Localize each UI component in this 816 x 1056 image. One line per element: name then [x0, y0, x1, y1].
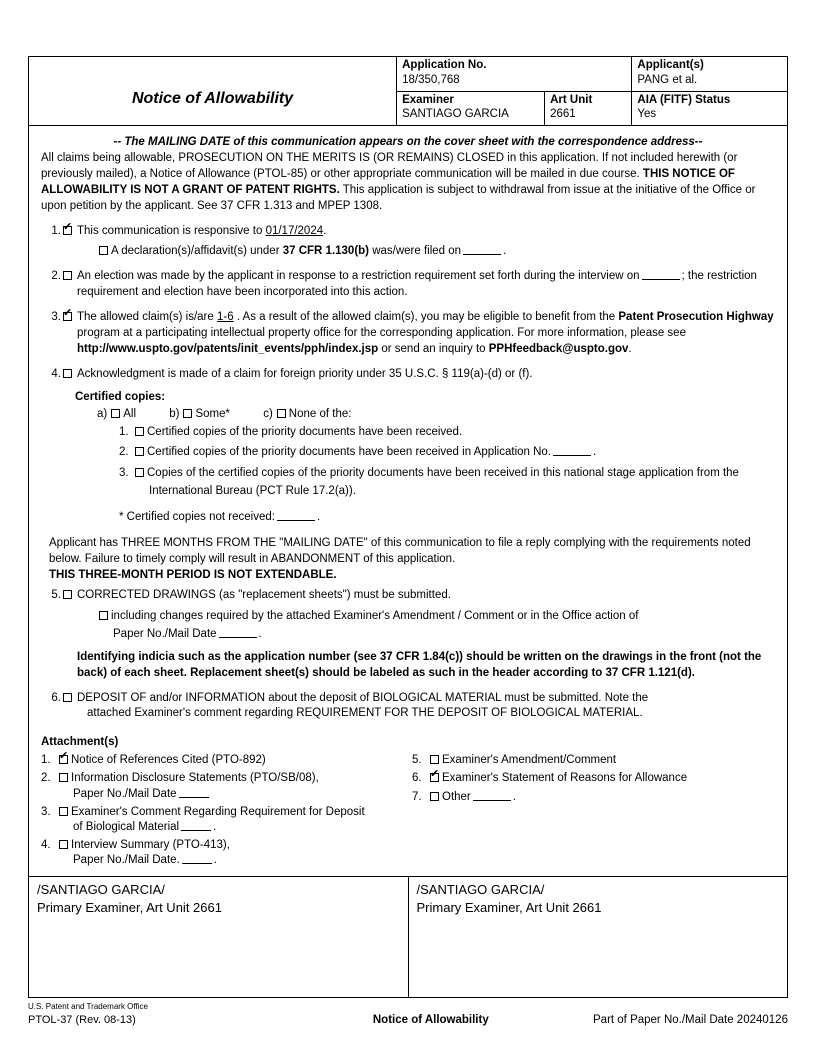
attachment-label: Interview Summary (PTO-413),: [71, 839, 230, 852]
intro-part2: This application is subject to withdrawal from issue at the initiative of the Office or upon petition by the applicant. See 37 CFR 1.313 and MPEP 1308.: [41, 183, 756, 212]
attachment-blank[interactable]: [182, 853, 212, 864]
page-footer: [28, 1002, 788, 1026]
item-1-sub-after: was/were filed on: [369, 245, 462, 258]
item-1-sub: A declaration(s)/affidavit(s) under 37 CFR 1.130(b) was/were filed on .: [99, 244, 775, 260]
item-6-line1: DEPOSIT OF and/or INFORMATION about the deposit of BIOLOGICAL MATERIAL must be submitted. Note the: [77, 691, 649, 704]
art-unit-value: 2661: [550, 108, 576, 121]
three-month-line2: THIS THREE-MONTH PERIOD IS NOT EXTENDABLE.: [49, 569, 337, 582]
footer-title: Notice of Allowability: [372, 1014, 489, 1027]
responsive-date: 01/17/2024: [265, 224, 324, 237]
item-3: [41, 310, 775, 358]
item-3-text-end: .: [628, 342, 632, 355]
attachment-item: 4. Interview Summary (PTO-413), Paper No./Mail Date. .: [41, 838, 404, 868]
certified-copies-label: Certified copies:: [75, 390, 166, 403]
item-1: [41, 224, 775, 261]
item-1-sub-before: A declaration(s)/affidavit(s) under: [111, 245, 283, 258]
item-5-sub-text: including changes required by the attached Examiner's Amendment / Comment or in the Office action of: [111, 610, 639, 623]
attachment-item: [41, 753, 404, 768]
attachment-label: Information Disclosure Statements (PTO/SB/08),: [71, 772, 319, 785]
examiner-cell: [397, 91, 545, 126]
item-3-text-mid3: or send an inquiry to: [378, 342, 489, 355]
attachment-checkbox[interactable]: [59, 840, 68, 849]
attachment-label: Notice of References Cited (PTO-892): [71, 754, 266, 767]
item-3-text-mid: . As a result of the allowed claim(s), you may be eligible to benefit from the: [233, 311, 619, 324]
item-6-text: [77, 691, 775, 723]
item-4-checkbox[interactable]: [63, 369, 72, 378]
attachment-checkbox[interactable]: [59, 755, 68, 764]
cert-sub-1-number: 1.: [119, 425, 129, 438]
option-c-prefix: c): [263, 407, 273, 420]
signature-left-title: Primary Examiner, Art Unit 2661: [37, 899, 222, 915]
intro-bold: THIS NOTICE OF ALLOWABILITY IS NOT A GRANT OF PATENT RIGHTS.: [41, 168, 735, 196]
examiner-label: Examiner: [402, 93, 454, 106]
attachment-sub-label: of Biological Material: [73, 820, 180, 833]
intro-paragraph: [41, 151, 775, 214]
cert-footnote: [119, 510, 775, 523]
item-2-text: [77, 269, 775, 301]
attachment-item: 3. Examiner's Comment Regarding Requirement for Deposit of Biological Material .: [41, 805, 404, 835]
aia-status-label: AIA (FITF) Status: [637, 93, 731, 106]
signature-right-name: /SANTIAGO GARCIA/: [416, 882, 545, 898]
attachment-item: 7. Other .: [412, 790, 775, 805]
attachments-heading: Attachment(s): [41, 736, 119, 749]
attachment-sub-label: Paper No./Mail Date.: [73, 854, 180, 867]
attachment-label: Other: [442, 790, 471, 803]
cert-sub-1: [119, 425, 775, 441]
attachment-sub-label: Paper No./Mail Date: [73, 787, 177, 800]
item-2-text-before: An election was made by the applicant in response to a restriction requirement set forth during the interview on: [77, 270, 640, 283]
attachment-blank[interactable]: [179, 787, 209, 798]
item-5-checkbox[interactable]: [63, 590, 72, 599]
option-c-label: None of the:: [288, 407, 352, 420]
signature-right-title: Primary Examiner, Art Unit 2661: [416, 899, 602, 915]
option-b-prefix: b): [169, 407, 180, 420]
item-3-text-mid2: program at a participating intellectual property office for the corresponding application. For more information, please see: [77, 326, 686, 339]
item-4: [41, 367, 775, 383]
attachment-checkbox[interactable]: [430, 792, 439, 801]
option-a-checkbox[interactable]: [111, 409, 120, 418]
item-6-line2: attached Examiner's comment regarding REQUIREMENT FOR THE DEPOSIT OF BIOLOGICAL MATERIAL.: [87, 707, 643, 720]
applicants-value: PANG et al.: [637, 73, 698, 86]
option-a-label: All: [123, 407, 137, 420]
item-1-sub-checkbox[interactable]: [99, 246, 108, 255]
attachment-label: Examiner's Comment Regarding Requirement for Deposit: [71, 805, 365, 818]
application-no-cell: [397, 57, 632, 92]
option-b-label: Some*: [195, 407, 230, 420]
attachment-number: 5.: [412, 754, 422, 767]
cert-sub-1-checkbox[interactable]: [135, 427, 144, 436]
item-5-number: 5.: [51, 589, 61, 602]
item-1-text: [77, 224, 775, 261]
applicants-cell: [632, 57, 788, 92]
attachment-number: 1.: [41, 754, 51, 767]
mailing-date-note: -- The MAILING DATE of this communication appears on the cover sheet with the correspondence address--: [113, 136, 703, 149]
signature-right: [408, 877, 788, 998]
attachment-checkbox[interactable]: [430, 773, 439, 782]
signature-left-name: /SANTIAGO GARCIA/: [37, 882, 165, 898]
aia-status-value: Yes: [637, 108, 657, 121]
attachments-wrapper: [41, 750, 775, 868]
attachment-label: Examiner's Amendment/Comment: [442, 754, 617, 767]
attachment-number: 6.: [412, 772, 422, 785]
item-1-number: 1.: [51, 224, 61, 237]
cert-sub-3-text-line2: International Bureau (PCT Rule 17.2(a)).: [149, 485, 356, 498]
cert-sub-2: [119, 445, 775, 461]
item-5-sub: [99, 609, 775, 643]
item-1-text-before: This communication is responsive to: [77, 224, 266, 237]
item-5-text: [77, 588, 775, 681]
item-4-text: Acknowledgment is made of a claim for foreign priority under 35 U.S.C. § 119(a)-(d) or (f).: [77, 367, 533, 380]
item-1-sub-bold: 37 CFR 1.130(b): [282, 245, 370, 258]
three-month-notice: [49, 535, 775, 583]
footer-paper-no: Part of Paper No./Mail Date 20240126: [593, 1014, 788, 1027]
cert-footnote-blank[interactable]: [277, 510, 315, 521]
cert-sub-3: [119, 466, 775, 500]
attachment-item: [412, 753, 775, 768]
item-2: [41, 269, 775, 301]
art-unit-label: Art Unit: [550, 93, 593, 106]
attachments-right-column: [404, 750, 775, 868]
three-month-line1: Applicant has THREE MONTHS FROM THE "MAILING DATE" of this communication to file a reply complying with the requirements noted below. Failure to timely comply will result in ABANDONMENT of this application.: [49, 536, 751, 566]
attachment-blank[interactable]: [181, 820, 211, 831]
cert-footnote-after: .: [316, 510, 321, 523]
item-5-sub-checkbox[interactable]: [99, 611, 108, 620]
attachments-left-column: [41, 750, 404, 868]
pph-url[interactable]: http://www.uspto.gov/patents/init_events/pph/index.jsp: [77, 342, 379, 355]
cert-sub-2-checkbox[interactable]: [135, 447, 144, 456]
form-sheet: [28, 56, 788, 1026]
header-table: [28, 56, 788, 126]
option-a: [97, 408, 136, 420]
item-6: [41, 691, 775, 723]
item-2-checkbox[interactable]: [63, 271, 72, 280]
attachment-checkbox[interactable]: [430, 755, 439, 764]
application-no-label: Application No.: [402, 59, 487, 71]
attachment-number: 2.: [41, 772, 51, 785]
pph-bold: Patent Prosecution Highway: [618, 311, 774, 324]
option-c: [263, 408, 351, 420]
item-3-checkbox[interactable]: [63, 312, 72, 321]
cert-sub-2-after: .: [593, 446, 597, 459]
item-4-number: 4.: [51, 367, 61, 380]
certified-copies-options: [97, 408, 775, 420]
footer-form-number: PTOL-37 (Rev. 08-13): [28, 1014, 136, 1027]
attachment-other-blank[interactable]: [473, 790, 511, 801]
item-5-paper-no-label: Paper No./Mail Date: [113, 627, 217, 640]
attachment-label: Examiner's Statement of Reasons for Allowance: [442, 772, 688, 785]
item-5-main-text: CORRECTED DRAWINGS (as "replacement sheets") must be submitted.: [77, 589, 451, 602]
cert-sub-1-text: Certified copies of the priority documents have been received.: [147, 425, 463, 438]
cert-sub-2-text: Certified copies of the priority documents have been received in Application No.: [147, 446, 552, 459]
item-2-blank[interactable]: [642, 269, 680, 280]
footer-office: U.S. Patent and Trademark Office: [28, 1002, 148, 1012]
cert-footnote-before: * Certified copies not received:: [119, 510, 275, 523]
intro-part1: All claims being allowable, PROSECUTION ON THE MERITS IS (OR REMAINS) CLOSED in this application. If not included herewith (or previously mailed), a Notice of Allowance (PTOL-85) or other appropriate communication will be mailed in due course.: [41, 152, 738, 181]
item-1-text-after: .: [323, 224, 327, 237]
cert-sub-2-blank[interactable]: [553, 445, 591, 456]
pph-email[interactable]: PPHfeedback@uspto.gov: [488, 342, 629, 355]
allowed-claims: 1-6: [216, 311, 234, 324]
form-body: [28, 126, 788, 877]
attachment-item: [41, 771, 404, 801]
signature-left: [29, 877, 409, 998]
cert-sub-2-number: 2.: [119, 446, 129, 459]
option-b-checkbox[interactable]: [183, 409, 192, 418]
item-6-number: 6.: [51, 691, 61, 704]
item-2-number: 2.: [51, 270, 61, 283]
item-5: [41, 588, 775, 681]
item-3-text-before: The allowed claim(s) is/are: [77, 311, 217, 324]
attachment-checkbox[interactable]: [59, 807, 68, 816]
attachment-number: 4.: [41, 839, 51, 852]
cert-sub-3-checkbox[interactable]: [135, 468, 144, 477]
attachment-number: 3.: [41, 805, 51, 818]
application-no-value: 18/350,768: [402, 73, 460, 86]
applicants-label: Applicant(s): [637, 59, 704, 71]
cert-sub-3-number: 3.: [119, 467, 129, 480]
item-5-sub-line2: Paper No./Mail Date .: [113, 627, 262, 640]
item-3-text: [77, 310, 775, 358]
item-5-note: Identifying indicia such as the application number (see 37 CFR 1.84(c)) should be written on the drawings in the front (not the back) of each sheet. Replacement sheet(s) should be labeled as such in the header according to 37 CFR 1.121(d).: [77, 650, 762, 679]
aia-status-cell: [632, 91, 788, 126]
item-3-number: 3.: [51, 311, 61, 324]
examiner-value: SANTIAGO GARCIA: [402, 108, 509, 121]
cert-sub-3-text: Copies of the certified copies of the priority documents have been received in this national stage application from the: [147, 467, 739, 480]
attachment-item: [412, 771, 775, 786]
option-b: [169, 408, 230, 420]
item-5-paper-no-blank[interactable]: [219, 627, 257, 638]
signature-table: [28, 877, 788, 998]
item-1-sub-blank[interactable]: [463, 244, 501, 255]
page-title: Notice of Allowability: [29, 57, 397, 126]
option-c-checkbox[interactable]: [277, 409, 286, 418]
item-6-checkbox[interactable]: [63, 693, 72, 702]
item-1-checkbox[interactable]: [63, 226, 72, 235]
option-a-prefix: a): [97, 407, 108, 420]
attachment-number: 7.: [412, 790, 422, 803]
art-unit-cell: [545, 91, 632, 126]
item-2-text-after: ; the restriction requirement and election have been incorporated into this action.: [77, 270, 757, 299]
attachment-checkbox[interactable]: [59, 773, 68, 782]
